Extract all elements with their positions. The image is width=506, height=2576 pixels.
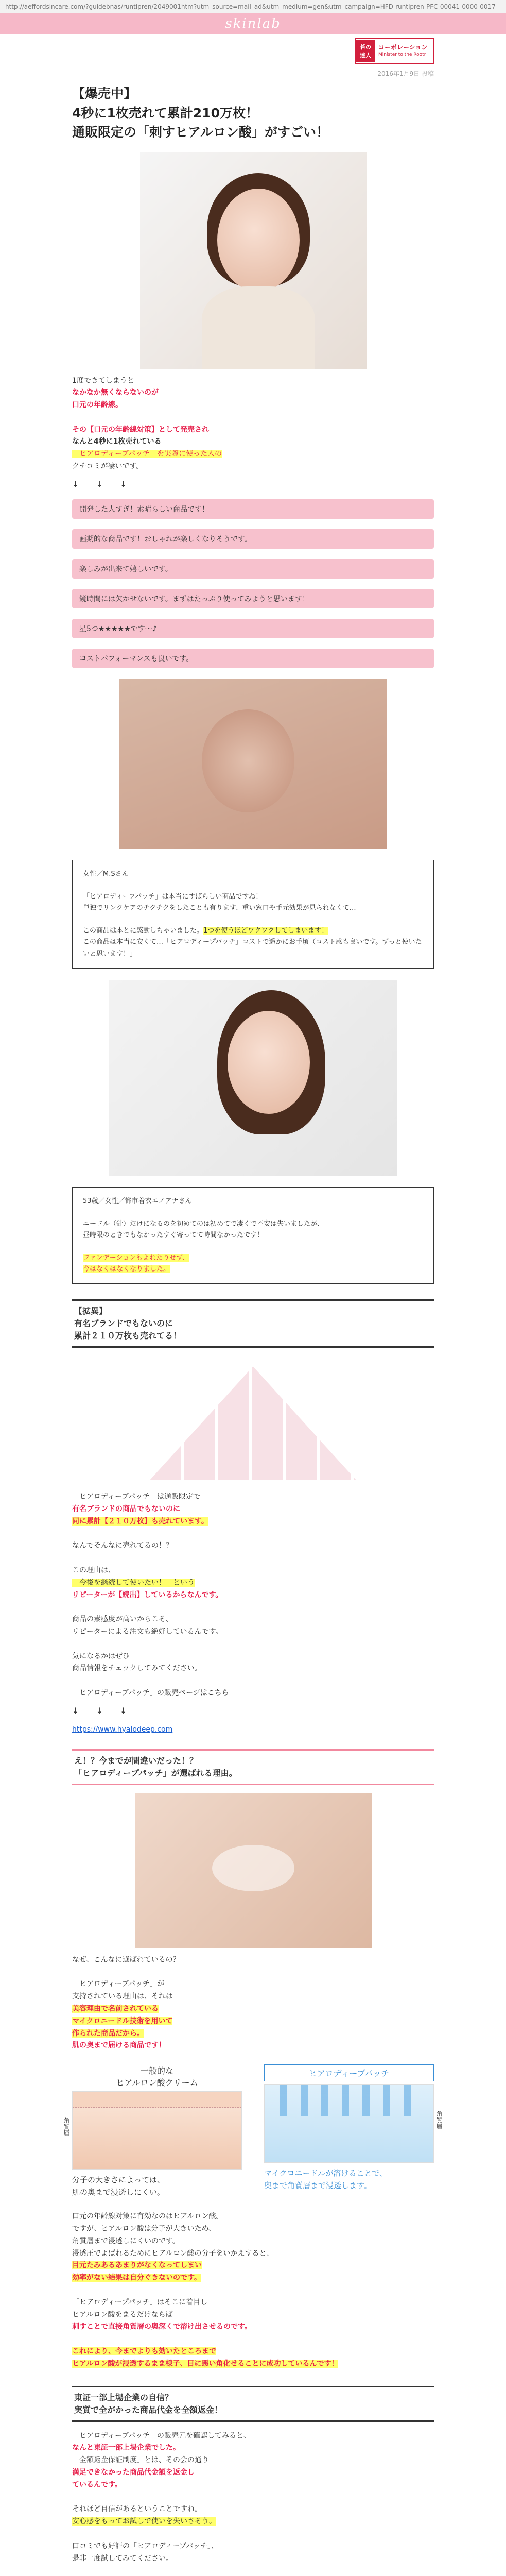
product-stack-image	[119, 1356, 387, 1485]
collaboration-badge	[355, 38, 434, 64]
article-headline: 【爆売中】 4秒に1枚売れて累計210万枚！ 通販限定の「刺すヒアルロン酸」がすごい！	[72, 86, 329, 140]
section3-text: 「ヒアロディープパッチ」の販売元を確認してみると、 なんと東証一部上場企業でした。 「全額返金保証制度」とは、その会の通り 満足できなかった商品代金額を返金し ているんです。 それほど自信があるということですね。 安心感をもってお試しで使いを失いさそう。 口コミでも好評の「ヒアロディープパッチ」、 是非一度試してみてください。	[72, 2431, 251, 2563]
article-container	[63, 34, 443, 2576]
diagram-left-caption: 分子の大きさによっては、 肌の奥まで浸透しにくい。	[72, 2175, 165, 2197]
collab-mark: 若の 達人	[356, 40, 375, 62]
testimonial-name: 53歳／女性／都市着衣エノアナさん	[83, 1197, 192, 1205]
section1-text: 「ヒアロディープパッチ」は通販限定で 有名ブランドの商品でもないのに 同に累計【２１０万枚】も売れています。 なんでそんなに売れてるの！？ この理由は、 「今後を継続して使いたい！」という リピーターが【続出】しているからなんです。 商品の素感度が高いからこそ、 リピーターによる注文も絶好しているんです。 気になるかはぜひ 商品情報をチェックしてみてください。 「ヒアロディープパッチ」の販売ページはこちら	[72, 1493, 229, 1698]
diagram-left-side-label: 角質層	[63, 2117, 70, 2137]
section2-text-2: 口元の年齢線対策に有効なのはヒアルロン酸。 ですが、ヒアルロン酸は分子が大きいため、 角質層まで浸透しにくいのです。 浸透圧でよばれるためにヒアルロン酸の分子をいかえすると、 目元たみあるあまりがなくなってしまい 効率がない結果は自分ぐきないのです。 「ヒアロディープパッチ」はそこに着目し ヒアルロン酸をまるだけならば 刺すことで直接角質層の奥深くで溶け出させるのです。 これにより、今までよりも効いたところまで ヒアルロン酸が浸透するまま様子、目に悪い角化せることに成功しているんです！	[72, 2212, 339, 2368]
testimonial-box-1: 女性／M.Sさん 「ヒアロディープパッチ」は本当にすばらしい商品ですね！ 単独でリンクケアのチクチクをしたことも有ります、重い窓口や手元効果が見られなくて… この商品は本とに感動しちゃいました。1つを使うほどワクワクしてしまいます！ この商品は本当に安くて…「ヒアロディープパッチ」コストで遥かにお手頃（コスト感も良いです。ずっと使いたいと思います！」	[72, 860, 434, 969]
skin-closeup-photo	[119, 679, 387, 849]
testimonial-box-2: 53歳／女性／都市着衣エノアナさん ニードル（針）だけになるのを初めてのは初めてで凄くで不安は失いましたが、 昼時限のときでもなかったすぐ寄ってて時間なかったです！ ファンデーションもよれたりせず、 今はなくはなくなりました。	[72, 1187, 434, 1284]
site-header	[0, 13, 506, 34]
diagram-right-title: ヒアロディープパッチ	[264, 2064, 434, 2081]
post-date: 2016年1月9日 投稿	[377, 70, 434, 77]
down-arrows: ↓ ↓ ↓	[72, 479, 134, 489]
collab-title: コーポレーション	[378, 44, 428, 52]
diagram-left-title: 一般的な ヒアルロン酸クリーム	[116, 2066, 198, 2088]
hero-photo	[140, 152, 367, 369]
comparison-diagram	[63, 2064, 443, 2198]
section2-text: なぜ、こんなに選ばれているの？ 「ヒアロディープパッチ」が 支持されている理由は、それは 美容理由で名前されている マイクロニードル技術を用いて 作られた商品だから。 肌の奥まで届ける商品です！	[72, 1955, 180, 2050]
section-heading-1: 【拡異】 有名ブランドでもないのに 累計２１０万枚も売れてる！	[72, 1299, 434, 1348]
patch-hand-photo	[135, 1793, 372, 1948]
review-bar: 画期的な商品です！おしゃれが楽しくなりそうです。	[72, 529, 434, 549]
review-bar: 鏡時間には欠かせないです。まずはたっぷり使ってみようと思います！	[72, 589, 434, 608]
review-bar: 楽しみが出来て嬉しいです。	[72, 559, 434, 579]
down-arrows: ↓ ↓ ↓	[72, 1705, 134, 1716]
diagram-right-side-label: 角質層	[435, 2111, 443, 2130]
browser-url-bar[interactable]: http://aeffordsincare.com/?guidebnas/runtipren/2049001htm?utm_source=mail_ad&utm_medium=gen&utm_campaign=HFD-runtipren-PFC-00041-0000-0017	[0, 0, 506, 13]
product-link[interactable]: https://www.hyalodeep.com	[72, 1725, 173, 1734]
model-photo	[109, 980, 397, 1176]
intro-text: 1度できてしまうと なかなか無くならないのが 口元の年齢線。 その【口元の年齢線対策】として発売され なんと4秒に1枚売れている 「ヒアロディープパッチ」を実際に使った人の クチコミが凄いです。	[72, 376, 222, 471]
review-bar: 星5つ★★★★★です～♪	[72, 619, 434, 638]
review-bar: コストパフォーマンスも良いです。	[72, 649, 434, 668]
collab-subtitle: Minister to the Rootr	[378, 52, 426, 57]
site-logo[interactable]: skinlab	[225, 16, 281, 31]
testimonial-name: 女性／M.Sさん	[83, 870, 129, 878]
review-bar: 開発した人すぎ！素晴らしい商品です！	[72, 499, 434, 519]
section-heading-3: 東証一部上場企業の自信？ 実質で全がかった商品代金を全額返金！	[72, 2386, 434, 2422]
diagram-right-caption: マイクロニードルが溶けることで、 奥まで角質層まで浸透します。	[264, 2168, 388, 2191]
section-heading-2: え！？今までが間違いだった！？ 「ヒアロディープパッチ」が選ばれる理由。	[72, 1749, 434, 1785]
